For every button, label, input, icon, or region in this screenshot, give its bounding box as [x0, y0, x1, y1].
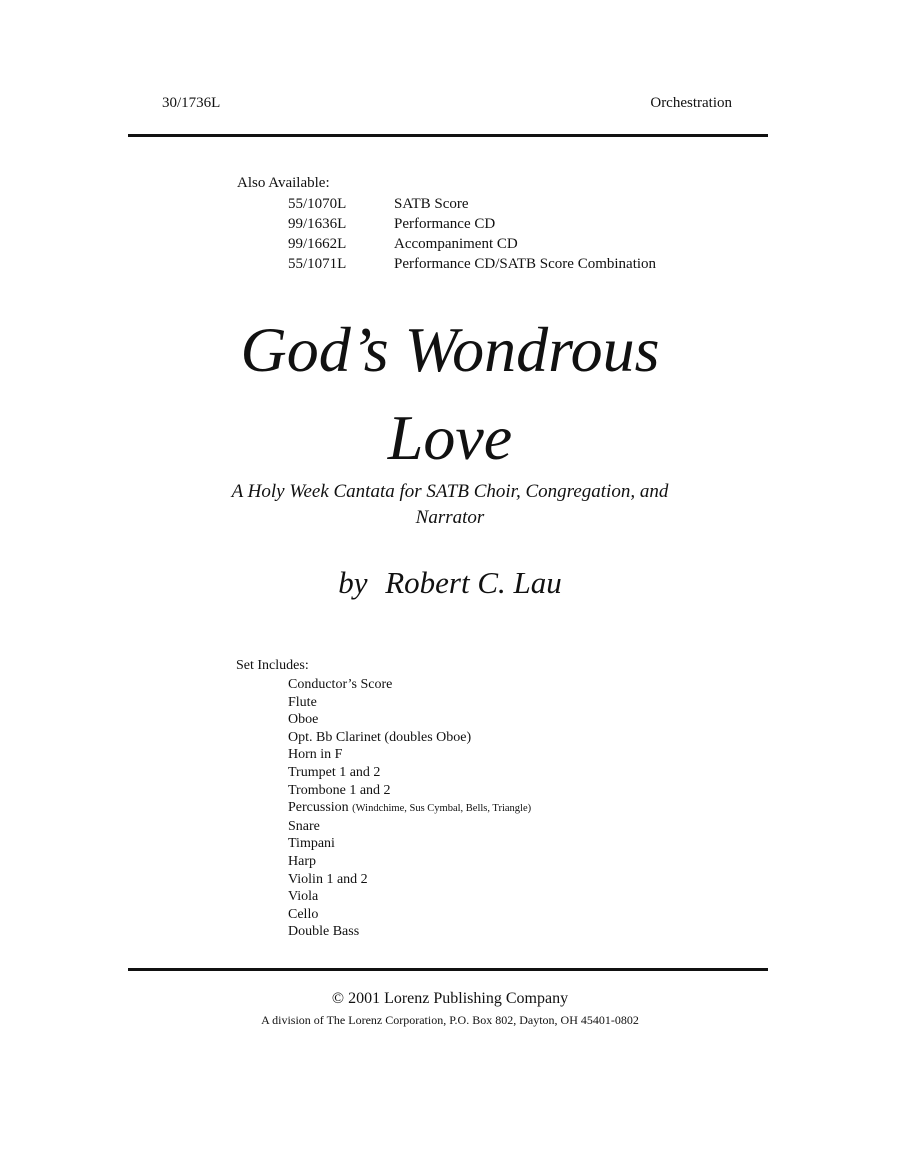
product-description: Accompaniment CD	[394, 236, 518, 252]
product-code: 99/1636L	[288, 216, 347, 232]
also-available-item	[288, 254, 656, 274]
part-name: Oboe	[288, 712, 319, 728]
product-description: Performance CD/SATB Score Combination	[394, 256, 657, 272]
part-name: Violin 1 and 2	[288, 871, 368, 887]
part-name: Opt. Bb Clarinet (doubles Oboe)	[288, 729, 472, 745]
also-available-item	[288, 194, 656, 214]
part-name: Conductor’s Score	[288, 677, 393, 692]
subtitle-line-2: Narrator	[415, 507, 485, 528]
also-available-label: Also Available:	[237, 175, 330, 191]
set-item	[288, 746, 531, 764]
part-name: Viola	[288, 889, 319, 905]
set-item	[288, 764, 531, 782]
subtitle	[150, 479, 750, 531]
set-item	[288, 906, 531, 924]
part-name: Timpani	[288, 836, 335, 852]
set-item	[288, 799, 531, 818]
also-available-list	[288, 194, 656, 274]
set-item	[288, 694, 531, 712]
set-item	[288, 853, 531, 871]
set-item	[288, 835, 531, 853]
also-available-item	[288, 214, 656, 234]
set-item	[288, 818, 531, 836]
part-name: Percussion	[288, 800, 349, 816]
set-item	[288, 711, 531, 729]
byline-prefix: by	[338, 565, 368, 600]
part-name: Horn in F	[288, 747, 343, 763]
title-line-2: Love	[387, 402, 513, 473]
set-includes-list	[288, 676, 531, 941]
set-item	[288, 923, 531, 941]
bottom-rule	[128, 968, 768, 971]
product-code: 99/1662L	[288, 236, 347, 252]
set-item	[288, 676, 531, 694]
product-description: Performance CD	[394, 216, 496, 232]
set-item	[288, 729, 531, 747]
part-name: Harp	[288, 853, 316, 869]
part-name: Trombone 1 and 2	[288, 782, 391, 798]
set-includes-label: Set Includes:	[236, 658, 309, 673]
also-available-item	[288, 234, 656, 254]
part-name: Trumpet 1 and 2	[288, 764, 381, 780]
byline	[0, 565, 900, 601]
part-name: Snare	[288, 818, 320, 834]
subtitle-line-1: A Holy Week Cantata for SATB Choir, Congregation, and	[231, 481, 669, 502]
part-name: Double Bass	[288, 924, 360, 940]
copyright-line: © 2001 Lorenz Publishing Company	[331, 990, 569, 1007]
product-code: 55/1071L	[288, 256, 347, 272]
part-name: Cello	[288, 906, 319, 922]
product-code: 55/1070L	[288, 196, 347, 212]
publisher-address: A division of The Lorenz Corporation, P.O. Box 802, Dayton, OH 45401-0802	[261, 1013, 639, 1027]
top-rule	[128, 134, 768, 137]
product-description: SATB Score	[394, 196, 469, 212]
page-title	[0, 306, 900, 482]
catalog-number: 30/1736L	[162, 95, 221, 111]
set-item	[288, 871, 531, 889]
title-line-1: God’s Wondrous	[240, 314, 660, 385]
part-note: (Windchime, Sus Cymbal, Bells, Triangle)	[352, 803, 532, 815]
author-name: Robert C. Lau	[385, 565, 562, 600]
category-label: Orchestration	[650, 95, 732, 111]
set-item	[288, 782, 531, 800]
part-name: Flute	[288, 694, 317, 710]
set-item	[288, 888, 531, 906]
